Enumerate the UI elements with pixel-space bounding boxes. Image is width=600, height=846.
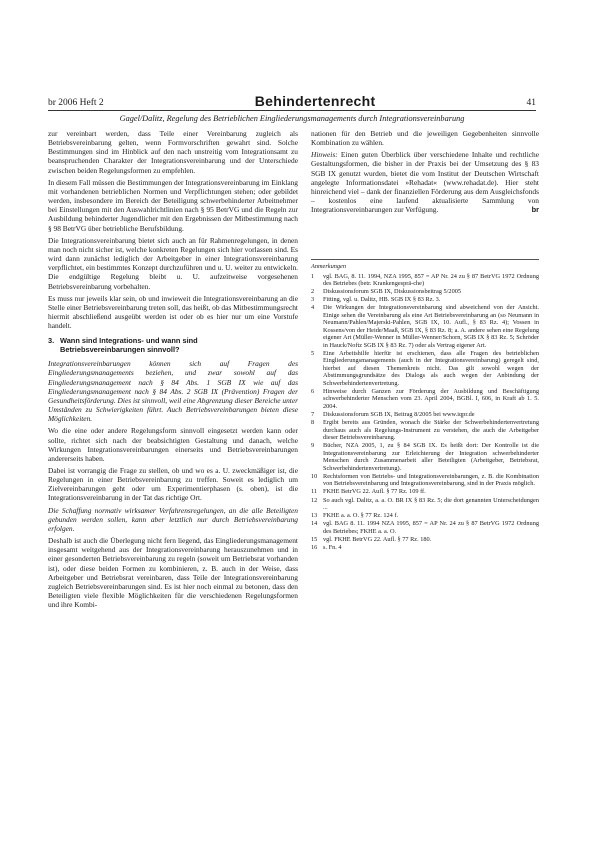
right-column xyxy=(311,129,539,217)
footnote-text: Rechtsformen von Betriebs- und Integrationsvereinbarungen, z. B. die Kombination von Betriebsvereinbarung und Integrationsvereinbarung, sind in der Praxis möglich. xyxy=(323,472,539,488)
footnote xyxy=(311,497,539,512)
footnote-number: 10 xyxy=(311,472,318,480)
footnote-number: 13 xyxy=(311,512,318,520)
paragraph: Dabei ist vorrangig die Frage zu stellen, ob und wo es a. U. zweckmäßiger ist, die Regelungen in einer Betriebsvereinbarung zu treffen. Soweit es lediglich um Zielvereinbarungen geht oder um Experimentierphasen (s. oben), ist die Integrationsvereinbarung in der Tat das richtige Ort. xyxy=(48,466,298,503)
footnote-number: 7 xyxy=(311,411,315,419)
footnote xyxy=(311,288,539,296)
footnote xyxy=(311,544,539,552)
end-mark: br xyxy=(531,205,539,215)
paragraph: zur vereinbart werden, dass Teile einer Vereinbarung zugleich als Betriebsvereinbarung gelten, wenn Formvorschriften gewahrt sind. Solche Bestimmungen sind im Hinblick auf den nach unstreitig vom Integrationsamt zu beanspruchenden Charakter der Integrationsvereinbarung und der Unterschiede zwischen beiden Regelungsformen zu empfehlen. xyxy=(48,129,298,175)
footnote xyxy=(311,520,539,535)
footnote-text: Diskussionsforum SGB IX, Beitrag 8/2005 bei www.iqpr.de xyxy=(323,411,475,419)
paragraph: Die Integrationsvereinbarung bietet sich auch an für Rahmenregelungen, in denen man noch nicht sicher ist, welche konkreten Regelungen sich hier vorlassen sind. Es wird dann zunächst lediglich der Arbeitgeber in einer Integrationsvereinbarung verpflichtet, ein bestimmtes Konzept durchzuführen und u. U. weiter zu entwickeln. Die endgültige Regelung bleibt u. U. aufzeitweise vorgesehenen Betriebsvereinbarung vorbehalten. xyxy=(48,235,298,291)
footnote-number: 8 xyxy=(311,419,315,427)
footnote-text: Ergibt bereits aus Gründen, wonach die Stärke der Schwerbehindertenvertretung durchaus auch als Regelungs-Instrument zu verstehen, die auch die Arbeitgeber dieser Betriebsvereinbarung. xyxy=(323,419,539,442)
footnote-number: 11 xyxy=(311,488,318,496)
footnotes xyxy=(311,259,539,552)
footnote-number: 4 xyxy=(311,304,315,312)
footnote xyxy=(311,273,539,288)
footnote-text: Hinweise durch Ganzen zur Förderung der Ausbildung und Beschäftigung schwerbehinderter Menschen vom 23. April 2004, BGBl. I, 606, in Kraft ab 1. 5. 2004. xyxy=(323,387,539,410)
running-header xyxy=(48,90,536,111)
footnote xyxy=(311,442,539,472)
paragraph: nationen für den Betrieb und die jeweiligen Gegebenheiten sinnvolle Kombination zu wählen. xyxy=(311,129,539,148)
issue-label: br 2006 Heft 2 xyxy=(48,98,104,108)
section-number: 3. xyxy=(48,336,55,346)
footnote-number: 15 xyxy=(311,535,318,543)
footnote-text: Diskussionsforum SGB IX, Diskussionsbeitrag 5/2005 xyxy=(323,288,462,296)
footnote xyxy=(311,473,539,488)
footnote-text: So auch vgl. Dalitz, a. a. O. BR IX § 83 Rz. 5; die dort genannten Unterscheidungen ... xyxy=(323,496,539,512)
hint-label: Hinweis: xyxy=(311,150,338,160)
footnote xyxy=(311,350,539,388)
footnote-text: Die Wirkungen der Integrationsvereinbarung sind abweichend von der Ansicht. Einige sehen die Vereinbarung als eine Art Betriebsvereinbarung an (so Neumann in Neumann/Pahlen/Majerski-Pahlen, SGB IX, 10. Aufl., § 83 Rz. 4); Vossen in Kossens/von der Heide/Maaß, SGB IX, § 83 Rz. 8; a. A. andere sehen eine Regelung eigener Art (Müller-Wenner in Müller-Wenner/Schorn, SGB IX § 83 Rz. 5; Schröder in Hauck/Noftz SGB IX § 83 Rz. 7) oder als Vertrag eigener Art. xyxy=(323,304,539,349)
paragraph: Wo die eine oder andere Regelungsform sinnvoll eingesetzt werden kann oder sollte, richtet sich nach der beabsichtigten Gestaltung und danach, welche Wirkungen Integrationsvereinbarungen einerseits und Betriebsvereinbarungen andererseits haben. xyxy=(48,426,298,463)
paragraph: In diesem Fall müssen die Bestimmungen der Integrationsvereinbarung im Einklang mit vorhandenen betrieblichen Normen und Verpflichtungen stehen; oder gebildet werden, insbesondere im Bereich der Beteiligung schwerbehinderter Arbeitnehmer bei Einstellungen mit den Auswahlrichtlinien nach § 95 BetrVG und die Regeln zur Ausbildung behinderter Jugendlicher mit den Ergebnissen der Mitbestimmung nach § 98 BetrVG über betriebliche Berufsbildung. xyxy=(48,177,298,233)
footnote-number: 1 xyxy=(311,272,315,280)
paragraph: Die Schaffung normativ wirksamer Verfahrensregelungen, an die alle Beteiligten gebunden werden sollen, kann aber letztlich nur durch Betriebsvereinbarung erfolgen. xyxy=(48,505,298,533)
paragraph: Integrationsvereinbarungen können sich auf Fragen des Eingliederungsmanagements beziehen, und zwar sowohl auf das Eingliederungsmanagement nach § 84 Abs. 1 SGB IX wie auf das Eingliederungsmanagement nach § 84 Abs. 2 SGB IX (Prävention) Fragen der Gesundheitsförderung. Dies ist sinnvoll, weil eine Abgrenzung dieser Bereiche unter Umständen zu Schwierigkeiten führt. Auch Betriebsvereinbarungen bieten diese Möglichkeiten. xyxy=(48,359,298,424)
left-column xyxy=(48,129,298,612)
section-title-line-1: Wann sind Integrations- und wann sind xyxy=(60,336,198,346)
footnote-text: s. Fn. 4 xyxy=(323,543,342,551)
footnote-text: FKHE a. a. O. § 77 Rz. 124 f. xyxy=(323,512,399,520)
footnote-text: vgl. BAG 8. 11. 1994 NZA 1995, 857 = AP Nr. 24 zu § 87 BetrVG 1972 Ordnung des Betriebes; FKHE a. a. O. xyxy=(323,520,539,535)
footnote xyxy=(311,304,539,349)
footnote xyxy=(311,419,539,442)
footnote-rule xyxy=(311,259,539,260)
section-heading xyxy=(48,336,298,354)
footnotes-title: Anmerkungen xyxy=(311,263,346,270)
footnote-text: Fitting, vgl. u. Dalitz, HB. SGB IX § 83 Rz. 3. xyxy=(323,296,441,304)
footnote xyxy=(311,388,539,411)
footnote-number: 5 xyxy=(311,349,315,357)
section-title-line-2: Betriebsvereinbarungen sinnvoll? xyxy=(60,345,180,355)
footnote-text: Eine Arbeitshilfe hierfür ist erschienen, dass alle Fragen des betrieblichen Eingliederungsmanagements (auch in der Integrationsvereinbarung) geregelt sind, hierbei auf diesen Themenkreis nicht. Das gilt sowohl wegen der Abstimmungsgrundsätze des Dialogs als auch wegen der Anbindung der Schwerbehindertenvertretung. xyxy=(323,349,539,387)
footnote xyxy=(311,488,539,496)
footnote-number: 3 xyxy=(311,296,315,304)
footnote xyxy=(311,512,539,520)
footnote-text: vgl. FKHE BetrVG 22. Aufl. § 77 Rz. 180. xyxy=(323,535,432,543)
footnote-list xyxy=(311,273,539,552)
footnote-text: vgl. BAG, 8. 11. 1994, NZA 1995, 857 = AP Nr. 24 zu § 87 BetrVG 1972 Ordnung des Betriebes (betr. Krankengesprä-che) xyxy=(323,272,539,287)
hint-text: Einen guten Überblick über verschiedene Inhalte und rechtliche Gestaltungsformen, die bisher in der Praxis bei der Umsetzung des § 83 SGB IX genutzt wurden, bietet die vom Institut der Deutschen Wirtschaft angelegte Informationsdatei »Rehadat« (www.rehadat.de). Hier steht hinreichend viel – dank der finanziellen Förderung aus dem Ausgleichsfonds – kostenlos eine laufend aktualisierte Sammlung von Integrationsvereinbarungen zur Verfügung. xyxy=(311,150,539,215)
paragraph: Es muss nur jeweils klar sein, ob und inwieweit die Integrationsvereinbarung an die Stelle einer Betriebsvereinbarung treten soll, das heißt, ob das Mitbestimmungsrecht hiermit abschließend ausgeübt werden ist oder ob es hier nur um eine Vorstufe handelt. xyxy=(48,293,298,331)
footnote xyxy=(311,411,539,419)
paragraph: Deshalb ist auch die Überlegung nicht fern liegend, das Eingliederungsmanagement insgesamt weitgehend aus der Integrationsvereinbarung herauszunehmen und in einer gesonderten Betriebsvereinbarung zu regeln (soweit um Betriebsrat vorhanden ist), oder diese beiden Formen zu kombinieren, z. B. auch in der Weise, dass Arbeitgeber und Betriebsrat vereinbaren, dass Teile der Integrationsvereinbarung zugleich Betriebsvereinbarungen sind. Es ist hier noch einmal zu betonen, dass den Beteiligten viele flexible Möglichkeiten für die verschiedenen Regelungsformen und ihre Kombi- xyxy=(48,536,298,610)
footnote xyxy=(311,296,539,304)
footnote-number: 12 xyxy=(311,496,318,504)
footnote xyxy=(311,536,539,544)
footnote-number: 16 xyxy=(311,543,318,551)
article-running-title: Gagel/Dalitz, Regelung des Betrieblichen Eingliederungsmanagements durch Integrationsvereinbarung xyxy=(119,114,465,123)
journal-title: Behindertenrecht xyxy=(254,93,376,109)
footnote-number: 9 xyxy=(311,442,315,450)
footnote-number: 2 xyxy=(311,288,315,296)
footnote-text: Bücher, NZA 2005, 1, zu § 84 SGB IX. Es heißt dort: Der Kontrolle ist die Integrationsvereinbarung zur Erleichterung der Integration schwerbehinderter Menschen durch Zusammenarbeit aller Beteiligten (Arbeitgeber, Betriebsrat, Schwerbehindertenvertretung). xyxy=(323,442,539,472)
footnote-text: FKHE BetrVG 22. Aufl. § 77 Rz. 109 ff. xyxy=(323,488,426,496)
page-number: 41 xyxy=(526,98,536,108)
footnote-number: 14 xyxy=(311,520,318,528)
footnote-number: 6 xyxy=(311,387,315,395)
hint-paragraph xyxy=(311,150,539,214)
